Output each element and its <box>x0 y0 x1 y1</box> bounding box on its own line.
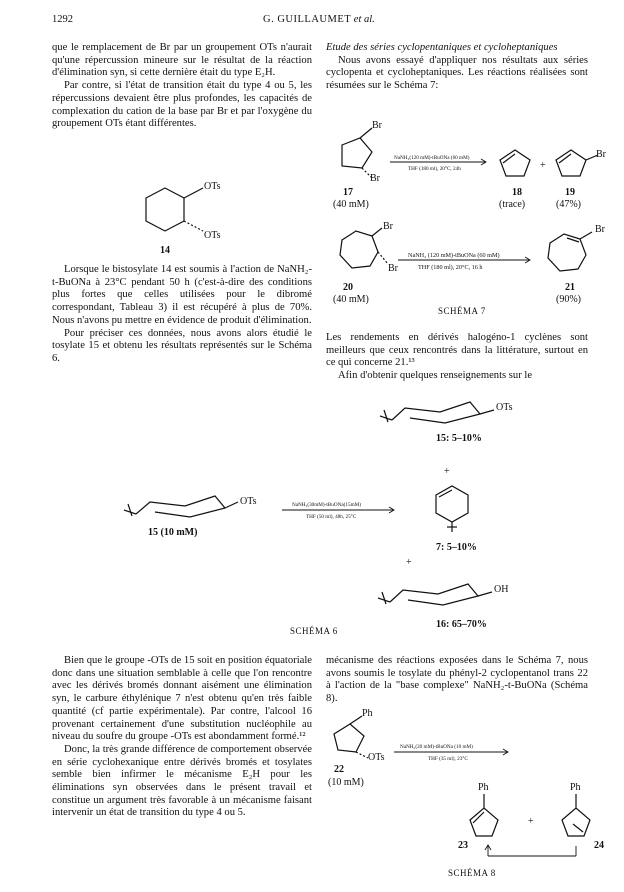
scheme8-22-ph: Ph <box>362 708 373 719</box>
scheme7-21-br: Br <box>595 224 605 235</box>
scheme6-top-ots: OTs <box>496 402 513 413</box>
compound-20-label: 20 <box>343 282 353 293</box>
compound-21-yield: (90%) <box>556 294 581 305</box>
scheme8-reagents: NaNH₂(20 mM)-tBuONa (10 mM) <box>400 744 473 750</box>
compound-14-ots1: OTs <box>204 181 221 192</box>
paragraph: Nous avons essayé d'appliquer nos résultats aux séries cyclopenta et cycloheptaniques. Les réactions réalisées sont résumées sur le Schéma 7: <box>326 54 588 92</box>
scheme6-conditions: THF (50 ml), 48h, 25°C <box>306 514 357 520</box>
scheme6-reagents: NaNH₂(30mM)-tBuONa(15mM) <box>292 502 361 508</box>
scheme8-caption: SCHÉMA 8 <box>448 868 496 878</box>
scheme6-product-16: 16: 65–70% <box>436 619 487 630</box>
page-number: 1292 <box>52 14 73 25</box>
paragraph: Lorsque le bistosylate 14 est soumis à l'action de NaNH₂-t-BuONa à 23°C pendant 50 h (c'est-à-dire des conditions plus fortes que celles utilisées pour le dibromé correspondant, Tableau 3) il est récupéré à plus de 70%. Nous n'avons pu mettre en évidence de produit d'élimination. <box>52 264 312 326</box>
paragraph: mécanisme des réactions exposées dans le Schéma 7, nous avons soumis le tosylate du phényl-2 cyclopentanol trans 22 à l'action de la "base complexe" NaNH₂-t-BuONa (Schéma 8). <box>326 655 588 705</box>
scheme7-17-br2: Br <box>370 173 380 184</box>
scheme8-22-ots: OTs <box>368 752 385 763</box>
paragraph: Afin d'obtenir quelques renseignements sur le <box>338 370 533 382</box>
scheme7-19-br: Br <box>596 149 606 160</box>
compound-24-label: 24 <box>594 840 604 851</box>
compound-14-label: 14 <box>160 245 170 256</box>
compound-23-label: 23 <box>458 840 468 851</box>
compound-18-yield: (trace) <box>499 199 526 210</box>
scheme8-23-ph: Ph <box>478 782 489 793</box>
scheme7-caption: SCHÉMA 7 <box>438 306 486 316</box>
section-heading: Etude des séries cyclopentaniques et cycloheptaniques <box>326 42 558 53</box>
scheme6-plus-1: + <box>444 466 450 477</box>
scheme7-r1-conditions: THF (180 ml), 20°C, 24h <box>408 166 461 172</box>
scheme7-r2-reagents: NaNH₂ (120 mM)-tBuONa (60 mM) <box>408 252 500 259</box>
scheme6-sm-ots: OTs <box>240 496 257 507</box>
scheme8-plus: + <box>528 816 534 827</box>
scheme6-plus-2: + <box>406 557 412 568</box>
scheme6-product-15: 15: 5–10% <box>436 433 482 444</box>
scheme6-oh: OH <box>494 584 509 595</box>
compound-19-yield: (47%) <box>556 199 581 210</box>
scheme8-conditions: THF (35 ml), 23°C <box>428 756 468 762</box>
header-authors: G. GUILLAUMET <box>263 14 352 25</box>
scheme6-caption: SCHÉMA 6 <box>290 626 338 636</box>
scheme7-plus: + <box>540 160 546 171</box>
compound-20-conc: (40 mM) <box>333 294 369 305</box>
scheme6-product-7: 7: 5–10% <box>436 542 477 553</box>
scheme8-24-ph: Ph <box>570 782 581 793</box>
paragraph: Bien que le groupe -OTs de 15 soit en position équatoriale donc dans une situation semblable à celle que l'on rencontre avec les dérivés bromés donnant aisément une élimination syn, le carbure éthylénique 7 n'est obtenu qu'en très faible quantité (cf partie expérimentale). Par contre, l'alcool 16 provenant certainement d'une substitution nucléophile au niveau du soufre du groupe -OTs est abondamment formé.¹² <box>52 655 312 743</box>
compound-19-label: 19 <box>565 187 575 198</box>
scheme6-sm-label: 15 (10 mM) <box>148 527 198 538</box>
compound-14-ots2: OTs <box>204 230 221 241</box>
compound-21-label: 21 <box>565 282 575 293</box>
paragraph: Donc, la très grande différence de comportement observée en série cyclohexanique entre dérivés bromés et tosylates semble bien infirmer le mécanisme E₂H pour les éliminations syn observées dans le présent travail et constitue un argument très favorable à un mécanisme faisant intervenir un état de transition du type 4 ou 5. <box>52 743 312 819</box>
header-etal: et al. <box>353 14 375 25</box>
paragraph: Par contre, si l'état de transition était du type 4 ou 5, les répercussions devaient être plus profondes, les capacités de complexation du cation de la base par Br et par l'oxygène du groupement OTs étant différentes. <box>52 80 312 130</box>
paragraph: Pour préciser ces données, nous avons alors étudié le tosylate 15 et obtenu les résultats représentés sur le Schéma 6. <box>52 327 312 364</box>
compound-22-conc: (10 mM) <box>328 777 364 788</box>
scheme7-r2-conditions: THF (180 ml), 20°C, 16 h <box>418 264 483 271</box>
scheme7-20-br2: Br <box>388 263 398 274</box>
compound-17-conc: (40 mM) <box>333 199 369 210</box>
compound-22-label: 22 <box>334 764 344 775</box>
scheme7-r1-reagents: NaNH₂(120 mM)-tBuONa (60 mM) <box>394 155 470 161</box>
paragraph: que le remplacement de Br par un groupement OTs n'aurait qu'une répercussion mineure sur le résultat de la réaction d'élimination syn, si cette dernière était du type E₂H. <box>52 42 312 79</box>
compound-18-label: 18 <box>512 187 522 198</box>
compound-17-label: 17 <box>343 187 353 198</box>
scheme7-17-br1: Br <box>372 120 382 131</box>
paragraph: Les rendements en dérivés halogéno-1 cyclènes sont meilleurs que ceux rencontrés dans la littérature, surtout en ce qui concerne 21.¹³ <box>326 332 588 369</box>
scheme7-20-br1: Br <box>383 221 393 232</box>
